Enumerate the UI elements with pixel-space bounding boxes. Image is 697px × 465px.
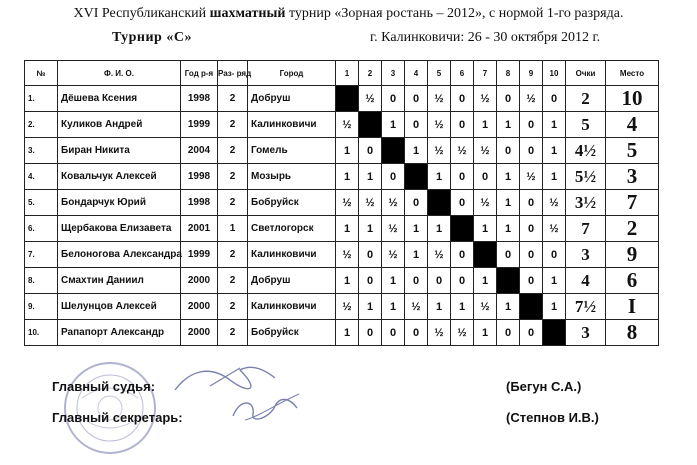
total-points: 7 [566,216,606,242]
player-rank: 2 [218,320,248,346]
total-points: 4 [566,268,606,294]
game-score: 1 [359,294,382,320]
column-header: 4 [405,61,428,86]
diagonal-cell [382,138,405,164]
game-score: 0 [520,190,543,216]
game-score: ½ [359,86,382,112]
title-part2: турнир «Зорная ростань – 2012», с нормой 1-го разряда. [285,6,624,21]
row-number: 2. [25,112,58,138]
total-points: 7½ [566,294,606,320]
column-header: Раз- ряд [218,61,248,86]
player-rank: 2 [218,86,248,112]
total-points: 3½ [566,190,606,216]
chief-secretary-label: Главный секретарь: [52,410,183,425]
game-score: 0 [451,86,474,112]
game-score: 0 [428,268,451,294]
column-header: 3 [382,61,405,86]
player-name: Смахтин Даниил [58,268,181,294]
game-score: ½ [451,138,474,164]
player-name: Бондарчук Юрий [58,190,181,216]
birth-year: 1999 [181,112,218,138]
total-points: 4½ [566,138,606,164]
final-place: 9 [606,242,659,268]
birth-year: 1998 [181,190,218,216]
game-score: 0 [497,320,520,346]
game-score: ½ [451,320,474,346]
row-number: 6. [25,216,58,242]
game-score: ½ [520,164,543,190]
diagonal-cell [497,268,520,294]
game-score: 1 [336,268,359,294]
column-header: Место [606,61,659,86]
player-rank: 2 [218,294,248,320]
game-score: ½ [520,86,543,112]
player-name: Рапапорт Александр [58,320,181,346]
player-name: Шелунцов Алексей [58,294,181,320]
player-city: Калинковичи [248,112,336,138]
game-score: ½ [382,242,405,268]
game-score: 1 [451,294,474,320]
player-city: Калинковичи [248,242,336,268]
header-row [25,61,659,86]
tournament-name: Турнир «С» [112,30,192,45]
game-score: 0 [543,86,566,112]
final-place: 10 [606,86,659,112]
game-score: 1 [497,216,520,242]
player-rank: 2 [218,112,248,138]
column-header: Очки [566,61,606,86]
table-row [25,164,659,190]
row-number: 5. [25,190,58,216]
game-score: ½ [336,242,359,268]
column-header: 6 [451,61,474,86]
diagonal-cell [428,190,451,216]
game-score: 1 [382,112,405,138]
game-score: 0 [405,268,428,294]
final-place: 5 [606,138,659,164]
game-score: 1 [497,164,520,190]
column-header: № [25,61,58,86]
final-place: 4 [606,112,659,138]
column-header: 9 [520,61,543,86]
total-points: 3 [566,320,606,346]
player-name: Ковальчук Алексей [58,164,181,190]
game-score: 0 [405,86,428,112]
game-score: 0 [451,190,474,216]
game-score: ½ [428,320,451,346]
column-header: 8 [497,61,520,86]
table-row [25,190,659,216]
birth-year: 2000 [181,268,218,294]
final-place: 2 [606,216,659,242]
table-row [25,320,659,346]
game-score: 1 [405,138,428,164]
game-score: ½ [474,190,497,216]
table-row [25,112,659,138]
game-score: 1 [405,216,428,242]
game-score: 0 [382,164,405,190]
game-score: ½ [405,294,428,320]
game-score: 1 [497,294,520,320]
game-score: ½ [336,112,359,138]
game-score: ½ [359,190,382,216]
game-score: 0 [405,112,428,138]
game-score: ½ [428,112,451,138]
player-city: Бобруйск [248,190,336,216]
game-score: 1 [543,138,566,164]
diagonal-cell [543,320,566,346]
game-score: 1 [359,216,382,242]
game-score: 0 [497,138,520,164]
diagonal-cell [336,86,359,112]
chief-secretary-name: (Степнов И.В.) [506,410,599,425]
player-city: Светлогорск [248,216,336,242]
player-city: Добруш [248,86,336,112]
diagonal-cell [451,216,474,242]
chief-judge-name: (Бегун С.А.) [506,379,582,394]
game-score: 0 [359,242,382,268]
total-points: 5½ [566,164,606,190]
chief-judge-row [0,379,697,397]
game-score: 1 [382,294,405,320]
table-row [25,268,659,294]
final-place: 3 [606,164,659,190]
player-name: Щербакова Елизавета [58,216,181,242]
final-place: 7 [606,190,659,216]
game-score: 0 [520,320,543,346]
table-row [25,216,659,242]
game-score: 1 [428,164,451,190]
chief-secretary-row [0,410,697,428]
game-score: 0 [520,138,543,164]
official-stamp [60,358,160,458]
player-rank: 2 [218,190,248,216]
column-header: Ф. И. О. [58,61,181,86]
game-score: ½ [428,138,451,164]
game-score: 0 [359,268,382,294]
player-rank: 2 [218,268,248,294]
column-header: Город [248,61,336,86]
game-score: 0 [405,320,428,346]
game-score: ½ [474,86,497,112]
title-bold: шахматный [209,6,286,21]
game-score: ½ [428,86,451,112]
game-score: 1 [497,190,520,216]
game-score: 0 [520,242,543,268]
game-score: 0 [543,242,566,268]
row-number: 7. [25,242,58,268]
row-number: 1. [25,86,58,112]
final-place: 8 [606,320,659,346]
player-name: Белоногова Александра [58,242,181,268]
table-row [25,138,659,164]
game-score: 1 [336,216,359,242]
player-city: Мозырь [248,164,336,190]
player-name: Биран Никита [58,138,181,164]
game-score: ½ [336,294,359,320]
game-score: 1 [474,268,497,294]
player-rank: 2 [218,164,248,190]
game-score: 0 [520,216,543,242]
title-part1: XVI Республиканский [73,6,210,21]
final-place: 6 [606,268,659,294]
diagonal-cell [474,242,497,268]
game-score: 0 [474,164,497,190]
diagonal-cell [405,164,428,190]
player-rank: 2 [218,242,248,268]
game-score: ½ [474,138,497,164]
column-header: 10 [543,61,566,86]
game-score: 0 [382,320,405,346]
table-row [25,294,659,320]
game-score: 0 [451,242,474,268]
game-score: 0 [451,112,474,138]
birth-year: 2001 [181,216,218,242]
player-city: Бобруйск [248,320,336,346]
row-number: 9. [25,294,58,320]
document-title [0,6,697,22]
game-score: 1 [497,112,520,138]
player-name: Дёшева Ксения [58,86,181,112]
game-score: ½ [382,190,405,216]
birth-year: 2000 [181,294,218,320]
game-score: 1 [428,294,451,320]
chief-judge-label: Главный судья: [52,379,156,394]
game-score: 0 [520,112,543,138]
row-number: 10. [25,320,58,346]
game-score: 1 [382,268,405,294]
subtitle-row [0,30,697,48]
total-points: 2 [566,86,606,112]
row-number: 3. [25,138,58,164]
game-score: 1 [474,216,497,242]
game-score: 0 [497,86,520,112]
player-rank: 2 [218,138,248,164]
column-header: 5 [428,61,451,86]
column-header: 1 [336,61,359,86]
game-score: 1 [474,320,497,346]
game-score: 0 [359,138,382,164]
table-row [25,242,659,268]
diagonal-cell [520,294,543,320]
game-score: 0 [497,242,520,268]
row-number: 8. [25,268,58,294]
game-score: 1 [336,164,359,190]
player-city: Добруш [248,268,336,294]
diagonal-cell [359,112,382,138]
row-number: 4. [25,164,58,190]
column-header: 7 [474,61,497,86]
game-score: 1 [543,268,566,294]
game-score: 1 [543,164,566,190]
game-score: ½ [474,294,497,320]
game-score: 1 [543,294,566,320]
table-row [25,86,659,112]
game-score: 0 [359,320,382,346]
column-header: 2 [359,61,382,86]
game-score: 0 [382,86,405,112]
game-score: ½ [382,216,405,242]
game-score: 0 [405,190,428,216]
final-place: I [606,294,659,320]
player-city: Калинковичи [248,294,336,320]
player-name: Куликов Андрей [58,112,181,138]
game-score: 0 [451,164,474,190]
total-points: 3 [566,242,606,268]
game-score: 1 [405,242,428,268]
game-score: 0 [451,268,474,294]
total-points: 5 [566,112,606,138]
birth-year: 2000 [181,320,218,346]
game-score: ½ [543,190,566,216]
game-score: 1 [474,112,497,138]
birth-year: 1998 [181,164,218,190]
game-score: ½ [336,190,359,216]
birth-year: 1998 [181,86,218,112]
birth-year: 2004 [181,138,218,164]
crosstable [24,60,659,346]
game-score: 1 [336,320,359,346]
game-score: 1 [428,216,451,242]
birth-year: 1999 [181,242,218,268]
game-score: 1 [336,138,359,164]
game-score: 1 [543,112,566,138]
game-score: 1 [359,164,382,190]
game-score: 0 [520,268,543,294]
player-city: Гомель [248,138,336,164]
column-header: Год р-я [181,61,218,86]
player-rank: 1 [218,216,248,242]
place-and-dates: г. Калинковичи: 26 - 30 октября 2012 г. [370,30,601,45]
game-score: ½ [428,242,451,268]
game-score: ½ [543,216,566,242]
